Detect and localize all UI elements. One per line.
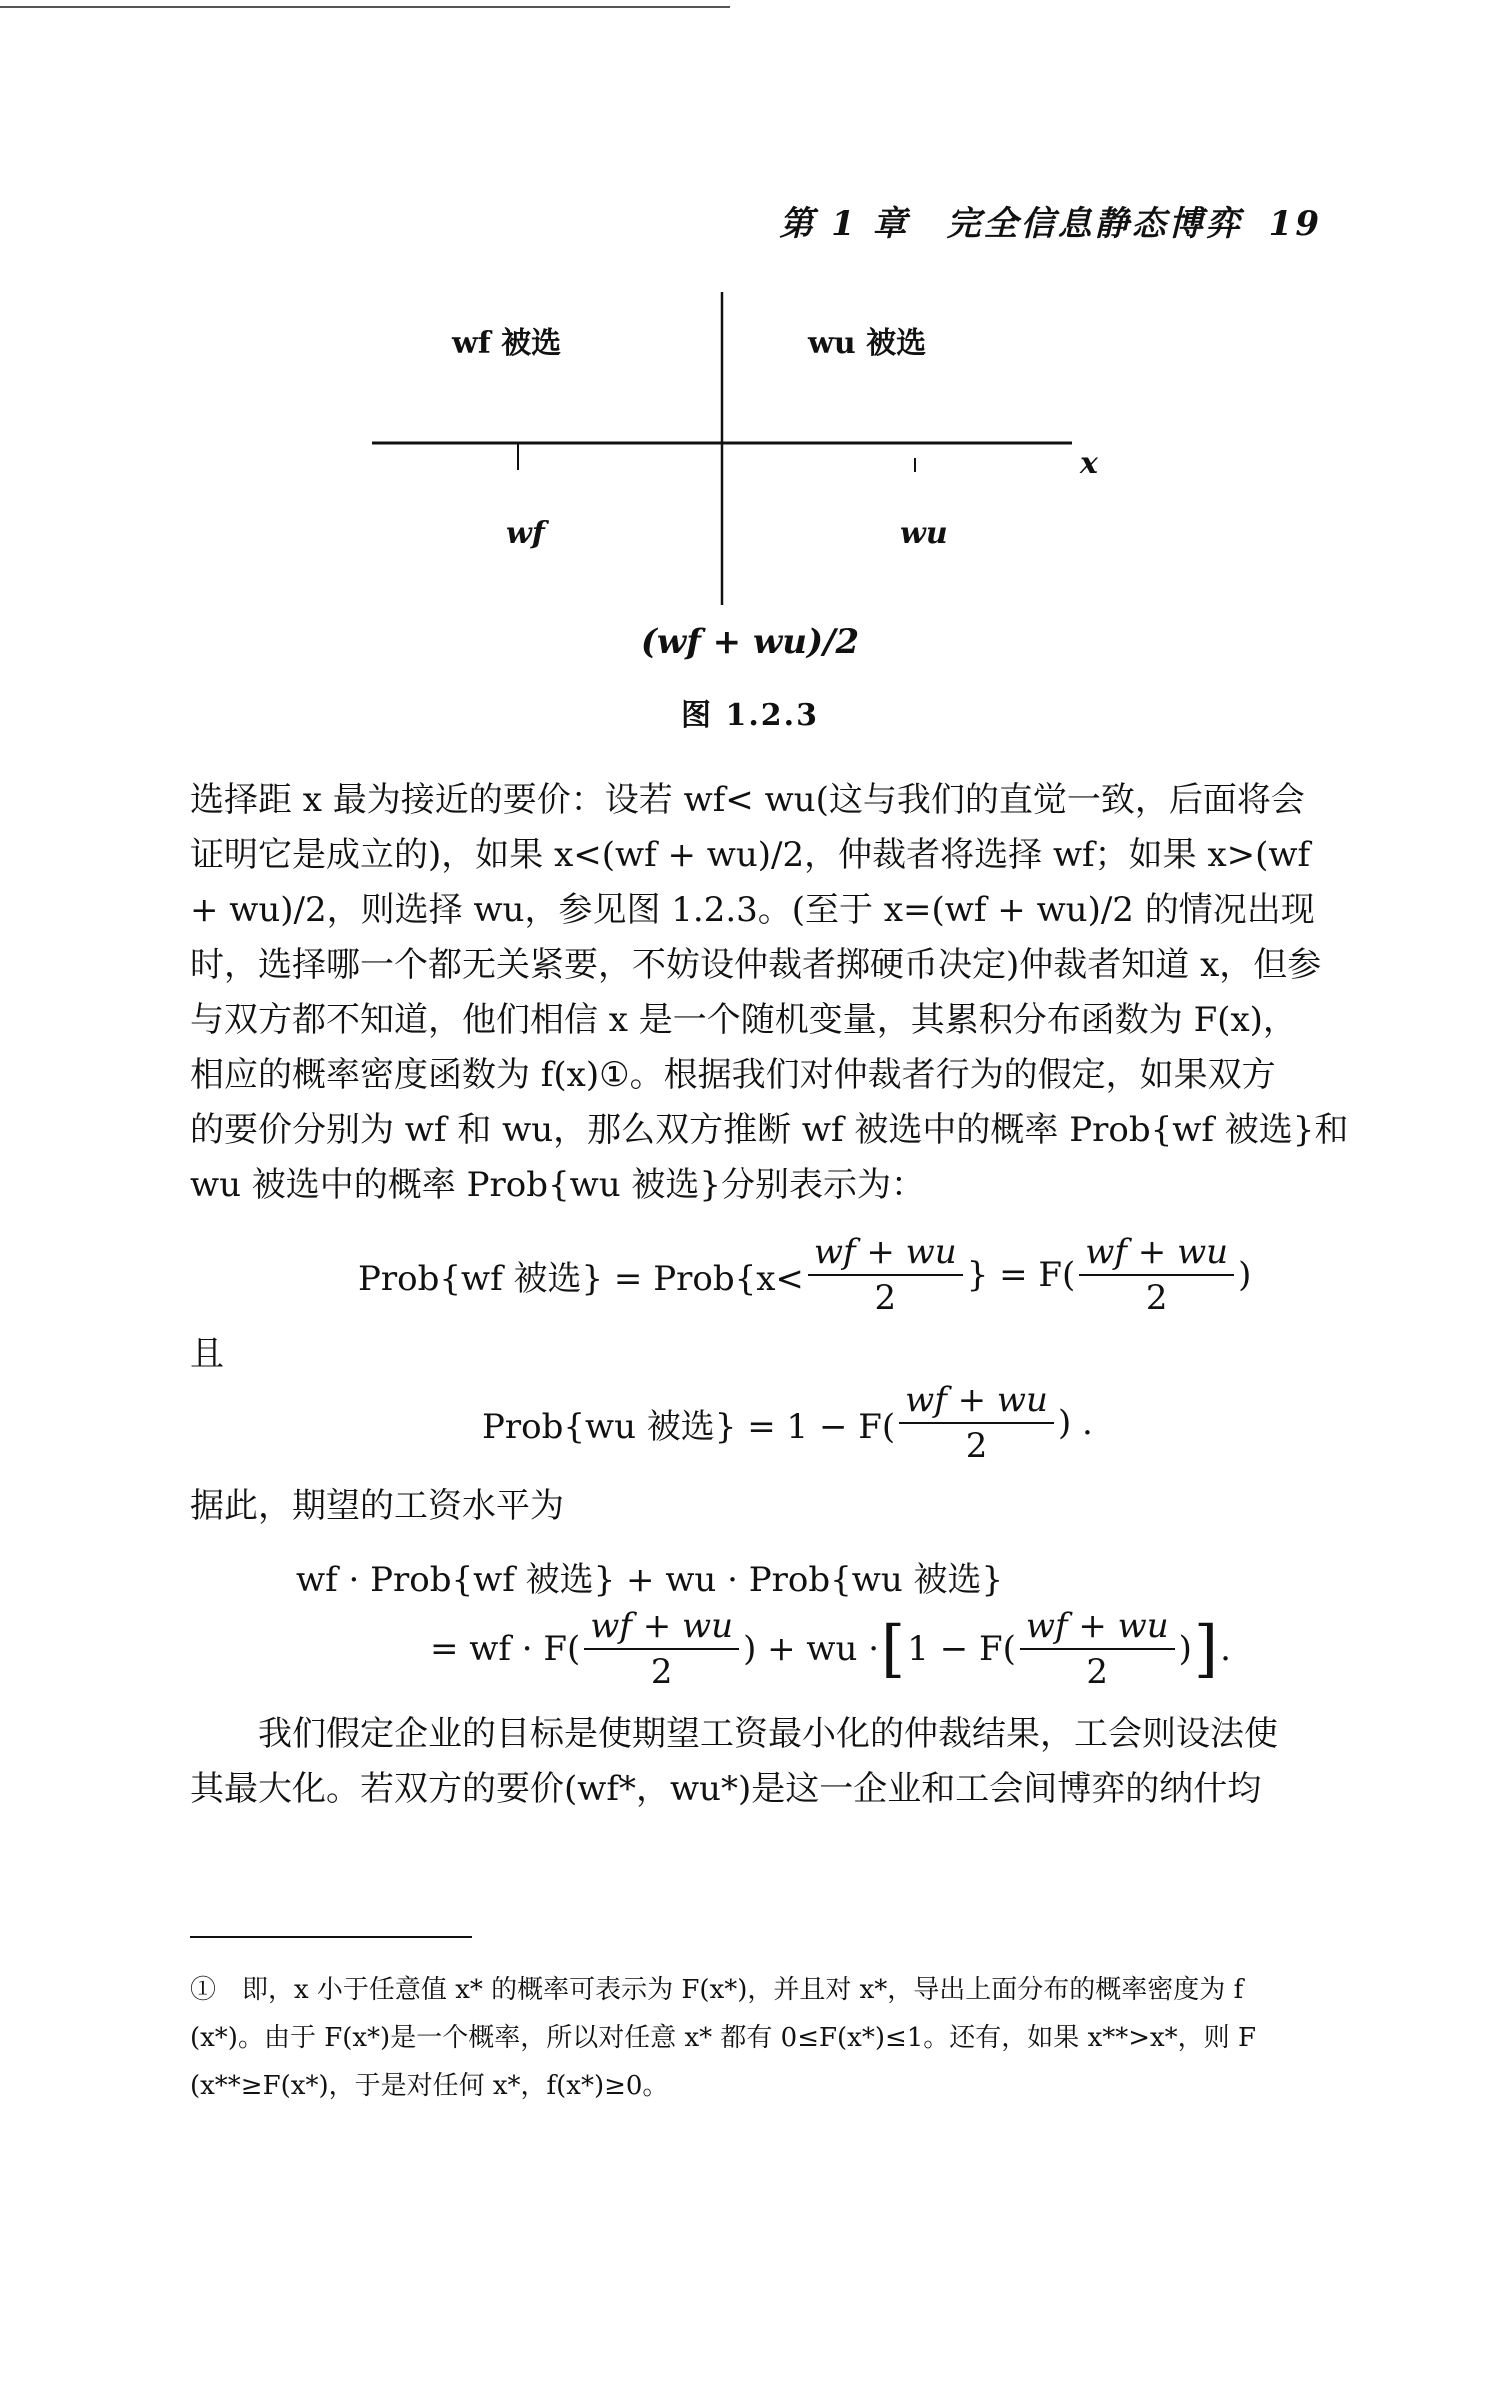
para1-line-6: 相应的概率密度函数为 f(x)①。根据我们对仲裁者行为的假定，如果双方 xyxy=(190,1055,1276,1095)
left-bracket: [ xyxy=(881,1612,906,1685)
eq1-right: ) xyxy=(1238,1255,1252,1295)
eq1-left: Prob{wf 被选} = Prob{x< xyxy=(358,1258,804,1299)
footnote-line-2: (x*)。由于 F(x*)是一个概率，所以对任意 x* 都有 0≤F(x*)≤1。还有，如果 x**>x*，则 F xyxy=(190,2023,1256,2053)
eq1-fraction xyxy=(808,1232,963,1318)
right-bracket: ] xyxy=(1193,1612,1219,1685)
footnote-line-1: ① 即，x 小于任意值 x* 的概率可表示为 F(x*)，并且对 x*，导出上面分布的概率密度为 f xyxy=(190,1975,1244,2005)
eq1-numerator: wf + wu xyxy=(808,1232,963,1276)
eq2-fraction xyxy=(899,1380,1054,1466)
tick-label-wf: wf xyxy=(506,516,545,551)
eq3-d: ) xyxy=(1178,1629,1192,1669)
chapter-title: 第 1 章 完全信息静态博弈 xyxy=(779,204,1243,244)
axis-label-x: x xyxy=(1080,446,1098,481)
eq3-denominator: 2 xyxy=(650,1652,673,1692)
equation-prob-wf xyxy=(358,1232,1251,1318)
para1-line-4: 时，选择哪一个都无关紧要，不妨设仲裁者掷硬币决定)仲裁者知道 x，但参 xyxy=(190,945,1322,985)
equation-prob-wu xyxy=(482,1380,1093,1466)
para1-line-2: 证明它是成立的)，如果 x<(wf + wu)/2，仲裁者将选择 wf；如果 x>(wf xyxy=(190,835,1311,875)
para1-line-5: 与双方都不知道，他们相信 x 是一个随机变量，其累积分布函数为 F(x)， xyxy=(190,1000,1297,1040)
eq3-numerator: wf + wu xyxy=(584,1606,739,1650)
eq3-b: ) + wu · xyxy=(743,1629,880,1669)
eq3-a: = wf · F( xyxy=(430,1629,581,1669)
figure-diagram xyxy=(0,0,1500,720)
label-wu-chosen: wu 被选 xyxy=(808,326,927,361)
equation-expected-wage xyxy=(430,1606,1231,1692)
para1-line-7: 的要价分别为 wf 和 wu，那么双方推断 wf 被选中的概率 Prob{wf 被选}和 xyxy=(190,1110,1349,1150)
para2-line-2: 其最大化。若双方的要价(wf*，wu*)是这一企业和工会间博弈的纳什均 xyxy=(190,1769,1262,1809)
footnote-line-3: (x**≥F(x*)，于是对任何 x*，f(x*)≥0。 xyxy=(190,2071,669,2101)
eq1-denominator-2: 2 xyxy=(1145,1278,1168,1318)
page-number: 19 xyxy=(1268,204,1322,244)
para1-line-1: 选择距 x 最为接近的要价：设若 wf< wu(这与我们的直觉一致，后面将会 xyxy=(190,780,1305,820)
eq3-denominator-2: 2 xyxy=(1086,1652,1109,1692)
eq3-line1: wf · Prob{wf 被选} + wu · Prob{wu 被选} xyxy=(296,1560,1004,1600)
conjunction: 且 xyxy=(190,1334,224,1374)
para2-line-1: 我们假定企业的目标是使期望工资最小化的仲裁结果，工会则设法使 xyxy=(190,1714,1278,1754)
eq3-c: 1 − F( xyxy=(907,1629,1016,1669)
expectation-intro: 据此，期望的工资水平为 xyxy=(190,1486,564,1526)
eq2-numerator: wf + wu xyxy=(899,1380,1054,1424)
midpoint-label: (wf + wu)/2 xyxy=(640,622,860,662)
eq3-fraction xyxy=(584,1606,739,1692)
eq3-fraction-2 xyxy=(1020,1606,1175,1692)
eq3-numerator-2: wf + wu xyxy=(1020,1606,1175,1650)
eq1-fraction-2 xyxy=(1079,1232,1234,1318)
para1-line-3: + wu)/2，则选择 wu，参见图 1.2.3。(至于 x=(wf + wu)/2 的情况出现 xyxy=(190,890,1315,930)
figure-caption: 图 1.2.3 xyxy=(681,698,819,733)
eq2-left: Prob{wu 被选} = 1 − F( xyxy=(482,1406,896,1447)
eq1-mid: } = F( xyxy=(966,1255,1076,1295)
tick-label-wu: wu xyxy=(900,516,948,551)
eq2-denominator: 2 xyxy=(965,1426,988,1466)
eq1-denominator: 2 xyxy=(874,1278,897,1318)
footnote-rule xyxy=(190,1936,472,1938)
eq3-end: . xyxy=(1220,1629,1231,1669)
para1-line-8: wu 被选中的概率 Prob{wu 被选}分别表示为： xyxy=(190,1165,926,1205)
label-wf-chosen: wf 被选 xyxy=(452,326,562,361)
eq1-numerator-2: wf + wu xyxy=(1079,1232,1234,1276)
eq2-right: ) . xyxy=(1057,1403,1093,1443)
